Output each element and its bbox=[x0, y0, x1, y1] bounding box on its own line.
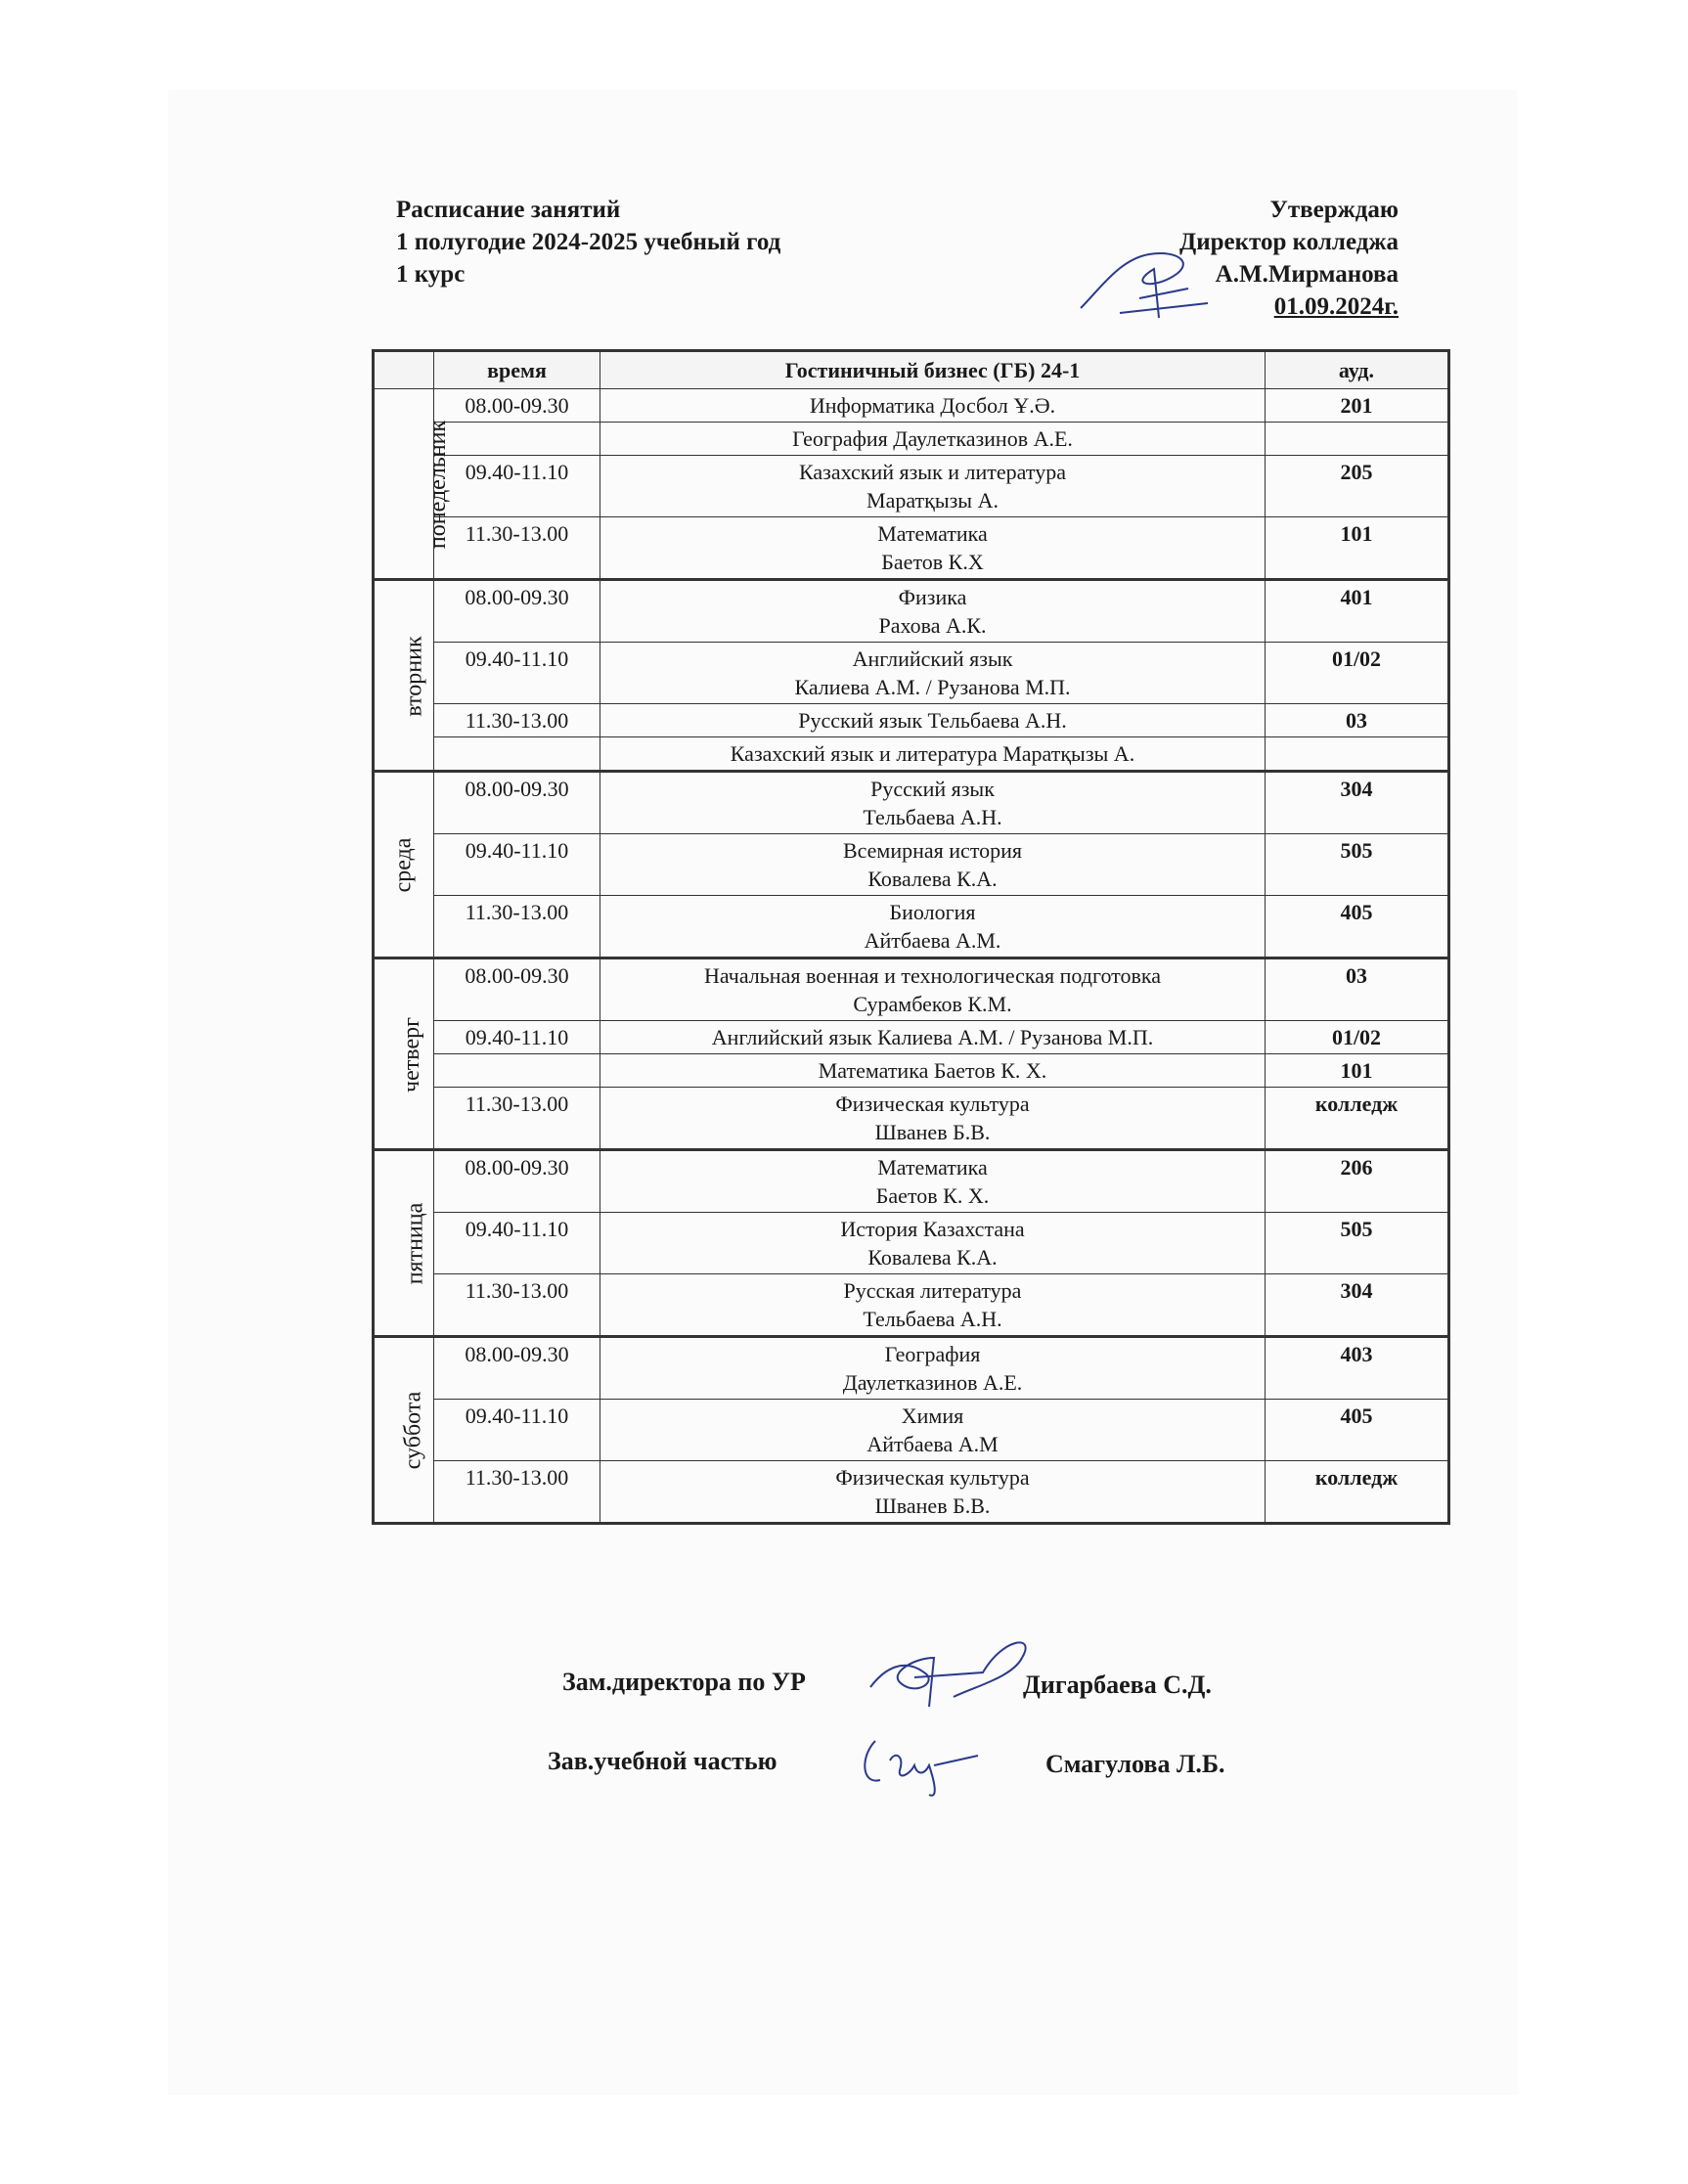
subject-cell bbox=[600, 456, 1266, 517]
subject-cell bbox=[600, 772, 1266, 834]
subject-cell bbox=[600, 704, 1266, 737]
subject-cell bbox=[600, 958, 1266, 1021]
room-cell: 03 bbox=[1266, 958, 1449, 1021]
table-row bbox=[374, 704, 1449, 737]
day-cell bbox=[374, 958, 434, 1150]
time-cell: 11.30-13.00 bbox=[434, 1088, 600, 1150]
header-room: ауд. bbox=[1266, 351, 1449, 389]
time-cell bbox=[434, 1054, 600, 1088]
table-row bbox=[374, 389, 1449, 423]
teacher-name: Баетов К. Х. bbox=[875, 1183, 990, 1208]
subject-name: Математика bbox=[877, 521, 988, 546]
room-cell: 101 bbox=[1266, 517, 1449, 580]
head-name: Смагулова Л.Б. bbox=[1045, 1750, 1225, 1778]
subject-cell bbox=[600, 423, 1266, 456]
table-row bbox=[374, 1461, 1449, 1524]
table-row bbox=[374, 958, 1449, 1021]
subject-name: Начальная военная и технологическая подготовка bbox=[703, 963, 1162, 988]
teacher-name: Даулетказинов А.Е. bbox=[842, 1370, 1023, 1395]
day-cell bbox=[374, 580, 434, 772]
table-row bbox=[374, 1213, 1449, 1274]
table-row bbox=[374, 580, 1449, 643]
day-cell bbox=[374, 1150, 434, 1337]
header-group: Гостиничный бизнес (ГБ) 24-1 bbox=[600, 351, 1266, 389]
table-row bbox=[374, 1150, 1449, 1213]
table-row bbox=[374, 737, 1449, 772]
subject-name: Русский язык bbox=[870, 777, 995, 801]
room-cell: 206 bbox=[1266, 1150, 1449, 1213]
time-cell: 11.30-13.00 bbox=[434, 1274, 600, 1337]
deputy-name: Дигарбаева С.Д. bbox=[1023, 1671, 1212, 1699]
subject-name: Физическая культура bbox=[835, 1092, 1030, 1116]
room-cell: 01/02 bbox=[1266, 1021, 1449, 1054]
subject-name: История Казахстана bbox=[840, 1217, 1025, 1241]
schedule-term: 1 полугодие 2024-2025 учебный год bbox=[396, 229, 781, 255]
table-row bbox=[374, 1088, 1449, 1150]
schedule-table bbox=[372, 349, 1450, 1525]
time-cell: 11.30-13.00 bbox=[434, 1461, 600, 1524]
time-cell bbox=[434, 737, 600, 772]
header-time: время bbox=[434, 351, 600, 389]
time-cell: 08.00-09.30 bbox=[434, 958, 600, 1021]
room-cell: 201 bbox=[1266, 389, 1449, 423]
teacher-name: Ковалева К.А. bbox=[867, 867, 998, 891]
subject-name: Информатика Досбол Ұ.Ә. bbox=[809, 393, 1056, 418]
table-row bbox=[374, 772, 1449, 834]
room-cell bbox=[1266, 737, 1449, 772]
room-cell: 304 bbox=[1266, 772, 1449, 834]
room-cell: 401 bbox=[1266, 580, 1449, 643]
room-cell: 405 bbox=[1266, 1400, 1449, 1461]
room-cell: колледж bbox=[1266, 1461, 1449, 1524]
table-row bbox=[374, 423, 1449, 456]
director-signature bbox=[1061, 230, 1237, 328]
director-title: Директор колледжа bbox=[1179, 229, 1399, 255]
time-cell: 09.40-11.10 bbox=[434, 1400, 600, 1461]
teacher-name: Тельбаева А.Н. bbox=[863, 1307, 1002, 1331]
subject-name: География bbox=[884, 1342, 981, 1366]
approval-date: 01.09.2024г. bbox=[1273, 293, 1399, 320]
time-cell: 08.00-09.30 bbox=[434, 389, 600, 423]
subject-cell bbox=[600, 580, 1266, 643]
teacher-name: Шванев Б.В. bbox=[874, 1493, 991, 1518]
room-cell: 505 bbox=[1266, 834, 1449, 896]
subject-cell bbox=[600, 1054, 1266, 1088]
time-cell: 08.00-09.30 bbox=[434, 772, 600, 834]
subject-name: Английский язык bbox=[852, 646, 1013, 671]
teacher-name: Калиева А.М. / Рузанова М.П. bbox=[794, 675, 1071, 699]
time-cell: 09.40-11.10 bbox=[434, 1213, 600, 1274]
schedule-title: Расписание занятий bbox=[396, 197, 621, 223]
time-cell: 08.00-09.30 bbox=[434, 580, 600, 643]
teacher-name: Маратқызы А. bbox=[866, 488, 999, 513]
table-row bbox=[374, 517, 1449, 580]
teacher-name: Баетов К.Х bbox=[881, 550, 984, 574]
teacher-name: Тельбаева А.Н. bbox=[863, 805, 1002, 829]
table-header-row bbox=[374, 351, 1449, 389]
day-label: среда bbox=[390, 837, 417, 893]
room-cell: 205 bbox=[1266, 456, 1449, 517]
room-cell: 505 bbox=[1266, 1213, 1449, 1274]
teacher-name: Рахова А.К. bbox=[878, 613, 987, 638]
day-label: четверг bbox=[398, 1016, 424, 1092]
deputy-title: Зам.директора по УР bbox=[562, 1668, 806, 1696]
room-cell: 03 bbox=[1266, 704, 1449, 737]
subject-name: Казахский язык и литература bbox=[799, 460, 1066, 484]
time-cell: 11.30-13.00 bbox=[434, 896, 600, 958]
room-cell bbox=[1266, 423, 1449, 456]
head-title: Зав.учебной частью bbox=[548, 1747, 777, 1775]
day-cell bbox=[374, 1337, 434, 1524]
time-cell: 11.30-13.00 bbox=[434, 517, 600, 580]
table-row bbox=[374, 896, 1449, 958]
subject-cell bbox=[600, 643, 1266, 704]
header-day bbox=[374, 351, 434, 389]
table-row bbox=[374, 1274, 1449, 1337]
subject-cell bbox=[600, 896, 1266, 958]
subject-cell bbox=[600, 1213, 1266, 1274]
teacher-name: Айтбаева А.М. bbox=[864, 928, 1001, 953]
day-label: вторник bbox=[401, 635, 427, 717]
subject-name: Биология bbox=[889, 900, 976, 924]
room-cell: 101 bbox=[1266, 1054, 1449, 1088]
teacher-name: Шванев Б.В. bbox=[874, 1120, 991, 1144]
time-cell: 09.40-11.10 bbox=[434, 456, 600, 517]
subject-cell bbox=[600, 737, 1266, 772]
table-row bbox=[374, 1054, 1449, 1088]
subject-cell bbox=[600, 389, 1266, 423]
time-cell bbox=[434, 423, 600, 456]
subject-name: Казахский язык и литература Маратқызы А. bbox=[730, 741, 1135, 766]
day-cell bbox=[374, 389, 452, 580]
teacher-name: Айтбаева А.М bbox=[866, 1432, 999, 1456]
time-cell: 08.00-09.30 bbox=[434, 1337, 600, 1400]
head-signature bbox=[851, 1726, 998, 1805]
day-label: суббота bbox=[400, 1391, 426, 1470]
schedule-title-block bbox=[396, 194, 780, 290]
subject-name: Математика bbox=[877, 1155, 988, 1180]
schedule-course: 1 курс bbox=[396, 261, 466, 288]
subject-cell bbox=[600, 1461, 1266, 1524]
room-cell: 403 bbox=[1266, 1337, 1449, 1400]
teacher-name: Сурамбеков К.М. bbox=[853, 992, 1012, 1016]
subject-cell bbox=[600, 1274, 1266, 1337]
subject-cell bbox=[600, 1337, 1266, 1400]
time-cell: 11.30-13.00 bbox=[434, 704, 600, 737]
time-cell: 09.40-11.10 bbox=[434, 1021, 600, 1054]
day-label: понедельник bbox=[425, 420, 452, 549]
director-name: А.М.Мирманова bbox=[1215, 261, 1399, 288]
day-label: пятница bbox=[402, 1202, 428, 1285]
room-cell: 01/02 bbox=[1266, 643, 1449, 704]
table-row bbox=[374, 1337, 1449, 1400]
subject-name: Русская литература bbox=[843, 1278, 1022, 1303]
room-cell: колледж bbox=[1266, 1088, 1449, 1150]
subject-name: Физика bbox=[898, 585, 967, 609]
subject-cell bbox=[600, 1088, 1266, 1150]
table-row bbox=[374, 1400, 1449, 1461]
subject-cell bbox=[600, 517, 1266, 580]
table-row bbox=[374, 1021, 1449, 1054]
subject-cell bbox=[600, 1021, 1266, 1054]
room-cell: 304 bbox=[1266, 1274, 1449, 1337]
subject-name: География Даулетказинов А.Е. bbox=[792, 426, 1073, 451]
table-row bbox=[374, 643, 1449, 704]
day-cell bbox=[374, 772, 434, 958]
subject-cell bbox=[600, 1150, 1266, 1213]
subject-name: Физическая культура bbox=[835, 1465, 1030, 1490]
room-cell: 405 bbox=[1266, 896, 1449, 958]
subject-cell bbox=[600, 834, 1266, 896]
subject-name: Химия bbox=[901, 1404, 964, 1428]
subject-name: Английский язык Калиева А.М. / Рузанова М.П. bbox=[711, 1025, 1154, 1049]
time-cell: 09.40-11.10 bbox=[434, 834, 600, 896]
teacher-name: Ковалева К.А. bbox=[867, 1245, 998, 1270]
deputy-signature bbox=[856, 1628, 1051, 1716]
table-row bbox=[374, 456, 1449, 517]
table-row bbox=[374, 834, 1449, 896]
subject-name: Русский язык Тельбаева А.Н. bbox=[798, 708, 1067, 733]
approval-label: Утверждаю bbox=[1269, 197, 1399, 223]
subject-cell bbox=[600, 1400, 1266, 1461]
time-cell: 08.00-09.30 bbox=[434, 1150, 600, 1213]
subject-name: Всемирная история bbox=[842, 838, 1023, 863]
subject-name: Математика Баетов К. Х. bbox=[818, 1058, 1047, 1083]
time-cell: 09.40-11.10 bbox=[434, 643, 600, 704]
